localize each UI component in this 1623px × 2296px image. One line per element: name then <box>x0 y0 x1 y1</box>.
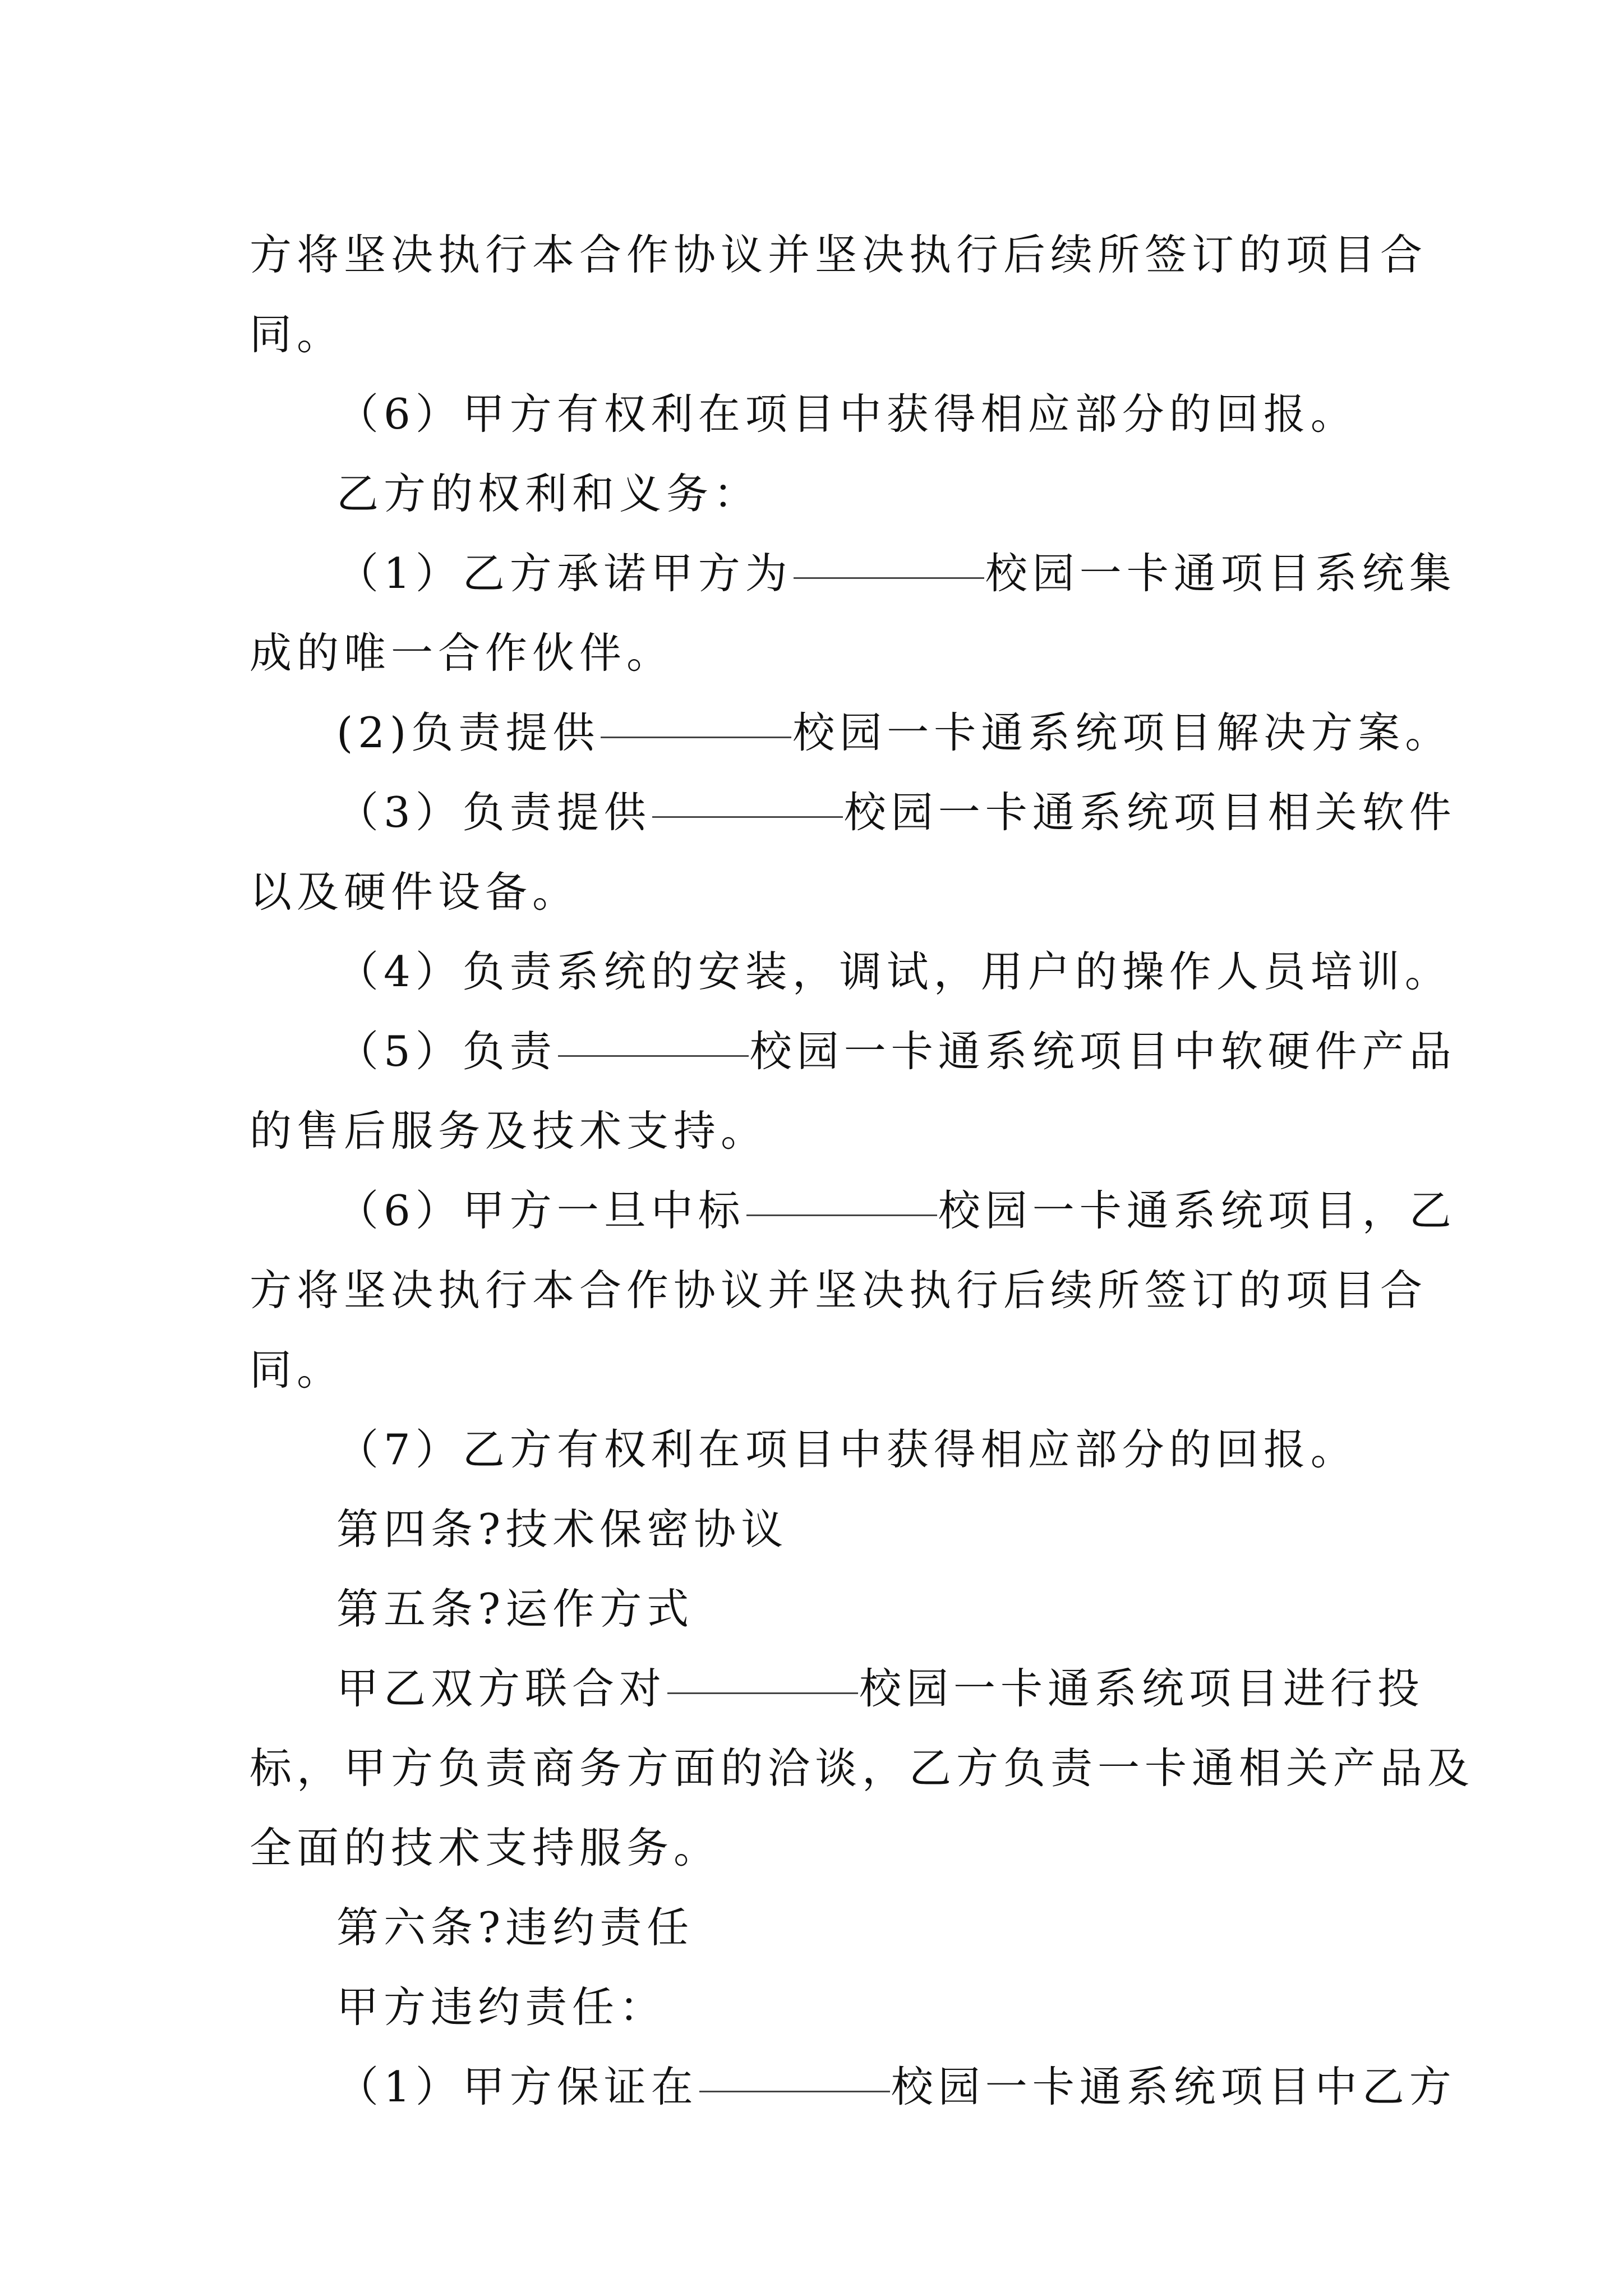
text-run: 校园一卡通系统项目中软硬件产品 <box>749 1027 1456 1076</box>
text-run: 的售后服务及技术支持。 <box>250 1106 768 1156</box>
text-run: （6）甲方有权利在项目中获得相应部分的回报。 <box>336 389 1358 439</box>
paragraph-line <box>250 1728 1475 1808</box>
text-run: （3）负责提供 <box>336 788 651 837</box>
text-run: 同。 <box>250 310 344 359</box>
fill-in-blank <box>601 736 791 738</box>
text-run: 以及硬件设备。 <box>250 867 580 917</box>
text-run: （1）乙方承诺甲方为 <box>336 549 792 598</box>
text-run: （6）甲方一旦中标 <box>336 1186 745 1235</box>
text-run: 方将坚决执行本合作协议并坚决执行后续所签订的项目合 <box>250 1266 1428 1315</box>
paragraph-line <box>250 533 1456 613</box>
paragraph-line <box>250 1808 1388 1888</box>
text-run: （5）负责 <box>336 1027 557 1076</box>
paragraph-line <box>250 772 1456 852</box>
text-run: 成的唯一合作伙伴。 <box>250 628 674 678</box>
paragraph-line <box>250 295 1388 374</box>
article-heading <box>250 1569 1388 1649</box>
fill-in-blank <box>652 816 843 818</box>
text-run: 第五条?运作方式 <box>336 1584 694 1634</box>
section-heading <box>250 454 1388 533</box>
text-run: 第四条?技术保密协议 <box>336 1504 789 1554</box>
document-body <box>250 215 1475 2127</box>
paragraph-line <box>250 1649 1425 1728</box>
text-run: 甲方违约责任： <box>336 1982 667 2032</box>
text-run: 校园一卡通系统项目进行投 <box>859 1664 1425 1713</box>
paragraph-line <box>250 1410 1388 1489</box>
paragraph-line <box>250 2047 1456 2127</box>
paragraph-line <box>250 613 1388 693</box>
fill-in-blank <box>558 1055 749 1057</box>
paragraph-line <box>250 1171 1456 1250</box>
fill-in-blank <box>667 1692 858 1694</box>
article-heading <box>250 1888 1388 1967</box>
text-run: 乙方的权利和义务： <box>336 469 761 518</box>
text-run: （7）乙方有权利在项目中获得相应部分的回报。 <box>336 1425 1358 1474</box>
text-run: 第六条?违约责任 <box>336 1903 694 1952</box>
paragraph-line <box>250 1330 1388 1410</box>
text-run: 校园一卡通系统项目中乙方 <box>891 2062 1456 2111</box>
text-run: 方将坚决执行本合作协议并坚决执行后续所签订的项目合 <box>250 230 1428 279</box>
fill-in-blank <box>746 1214 937 1216</box>
text-run: 校园一卡通系统项目，乙 <box>938 1186 1456 1235</box>
fill-in-blank <box>794 577 984 579</box>
text-run: (2)负责提供 <box>336 708 600 757</box>
text-run: （1）甲方保证在 <box>336 2062 698 2111</box>
paragraph-line <box>250 374 1388 454</box>
fill-in-blank <box>699 2090 890 2092</box>
section-heading <box>250 1967 1388 2047</box>
article-heading <box>250 1489 1388 1569</box>
text-run: 校园一卡通系统项目解决方案。 <box>792 708 1453 757</box>
paragraph-line <box>250 932 1452 1011</box>
text-run: 校园一卡通项目系统集 <box>985 549 1456 598</box>
paragraph-line <box>250 693 1453 772</box>
paragraph-line <box>250 1011 1456 1091</box>
text-run: 甲乙双方联合对 <box>336 1664 667 1713</box>
paragraph-line <box>250 1250 1428 1330</box>
text-run: 标，甲方负责商务方面的洽谈，乙方负责一卡通相关产品及 <box>250 1743 1475 1793</box>
text-run: 校园一卡通系统项目相关软件 <box>843 788 1456 837</box>
text-run: 同。 <box>250 1345 344 1395</box>
paragraph-line <box>250 852 1388 932</box>
text-run: 全面的技术支持服务。 <box>250 1823 721 1872</box>
paragraph-line <box>250 215 1428 295</box>
paragraph-line <box>250 1091 1388 1171</box>
text-run: （4）负责系统的安装，调试，用户的操作人员培训。 <box>336 947 1452 996</box>
